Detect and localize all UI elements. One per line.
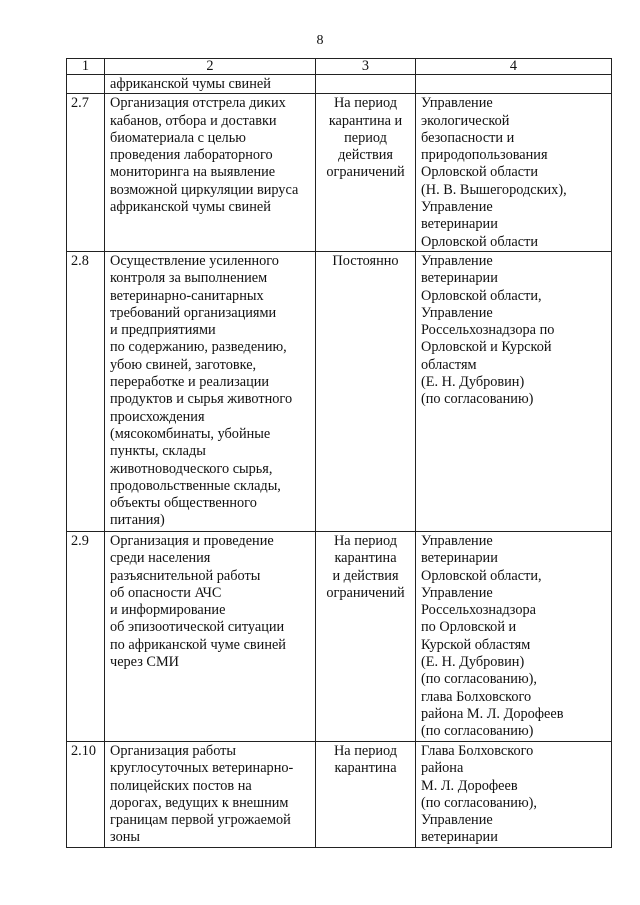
header-cell-num: 1 (67, 59, 105, 75)
header-cell-period: 3 (316, 59, 416, 75)
row-action: африканской чумы свиней (105, 75, 316, 94)
row-action: Осуществление усиленного контроля за выполнением ветеринарно-санитарных требований организациями и предприятиями по содержанию, разведению, убою свиней, заготовке, переработке и реализации продуктов и сырья животного происхождения (мясокомбинаты, убойные пункты, склады животноводческого сырья, продовольственные склады, объекты общественного питания) (105, 251, 316, 531)
row-responsible (416, 75, 612, 94)
header-cell-responsible: 4 (416, 59, 612, 75)
row-number: 2.7 (67, 94, 105, 252)
header-cell-action: 2 (105, 59, 316, 75)
row-action: Организация отстрела диких кабанов, отбора и доставки биоматериала с целью проведения лабораторного мониторинга на выявление возможной циркуляции вируса африканской чумы свиней (105, 94, 316, 252)
row-number (67, 75, 105, 94)
row-period: Постоянно (316, 251, 416, 531)
row-number: 2.9 (67, 531, 105, 741)
table-row-continuation (67, 75, 612, 94)
row-action: Организация и проведение среди населения разъяснительной работы об опасности АЧС и информирование об эпизоотической ситуации по африканской чуме свиней через СМИ (105, 531, 316, 741)
table-row-2-7 (67, 94, 612, 252)
row-action: Организация работы круглосуточных ветеринарно- полицейских постов на дорогах, ведущих к внешним границам первой угрожаемой зоны (105, 741, 316, 847)
row-responsible: Управление экологической безопасности и природопользования Орловской области (Н. В. Вышегородских), Управление ветеринарии Орловской области (416, 94, 612, 252)
row-number: 2.8 (67, 251, 105, 531)
row-responsible: Управление ветеринарии Орловской области, Управление Россельхознадзора по Орловской и Курской областям (Е. Н. Дубровин) (по согласованию), глава Болховского района М. Л. Дорофеев (по согласованию) (416, 531, 612, 741)
row-responsible: Управление ветеринарии Орловской области, Управление Россельхознадзора по Орловской и Курской областям (Е. Н. Дубровин) (по согласованию) (416, 251, 612, 531)
measures-table (66, 58, 612, 848)
table-row-2-9 (67, 531, 612, 741)
row-period: На период карантина и период действия ограничений (316, 94, 416, 252)
table-row-2-10 (67, 741, 612, 847)
row-period: На период карантина и действия ограничений (316, 531, 416, 741)
table-header-row (67, 59, 612, 75)
page-number: 8 (316, 33, 324, 48)
row-responsible: Глава Болховского района М. Л. Дорофеев (по согласованию), Управление ветеринарии (416, 741, 612, 847)
row-number: 2.10 (67, 741, 105, 847)
row-period (316, 75, 416, 94)
row-period: На период карантина (316, 741, 416, 847)
table-row-2-8 (67, 251, 612, 531)
